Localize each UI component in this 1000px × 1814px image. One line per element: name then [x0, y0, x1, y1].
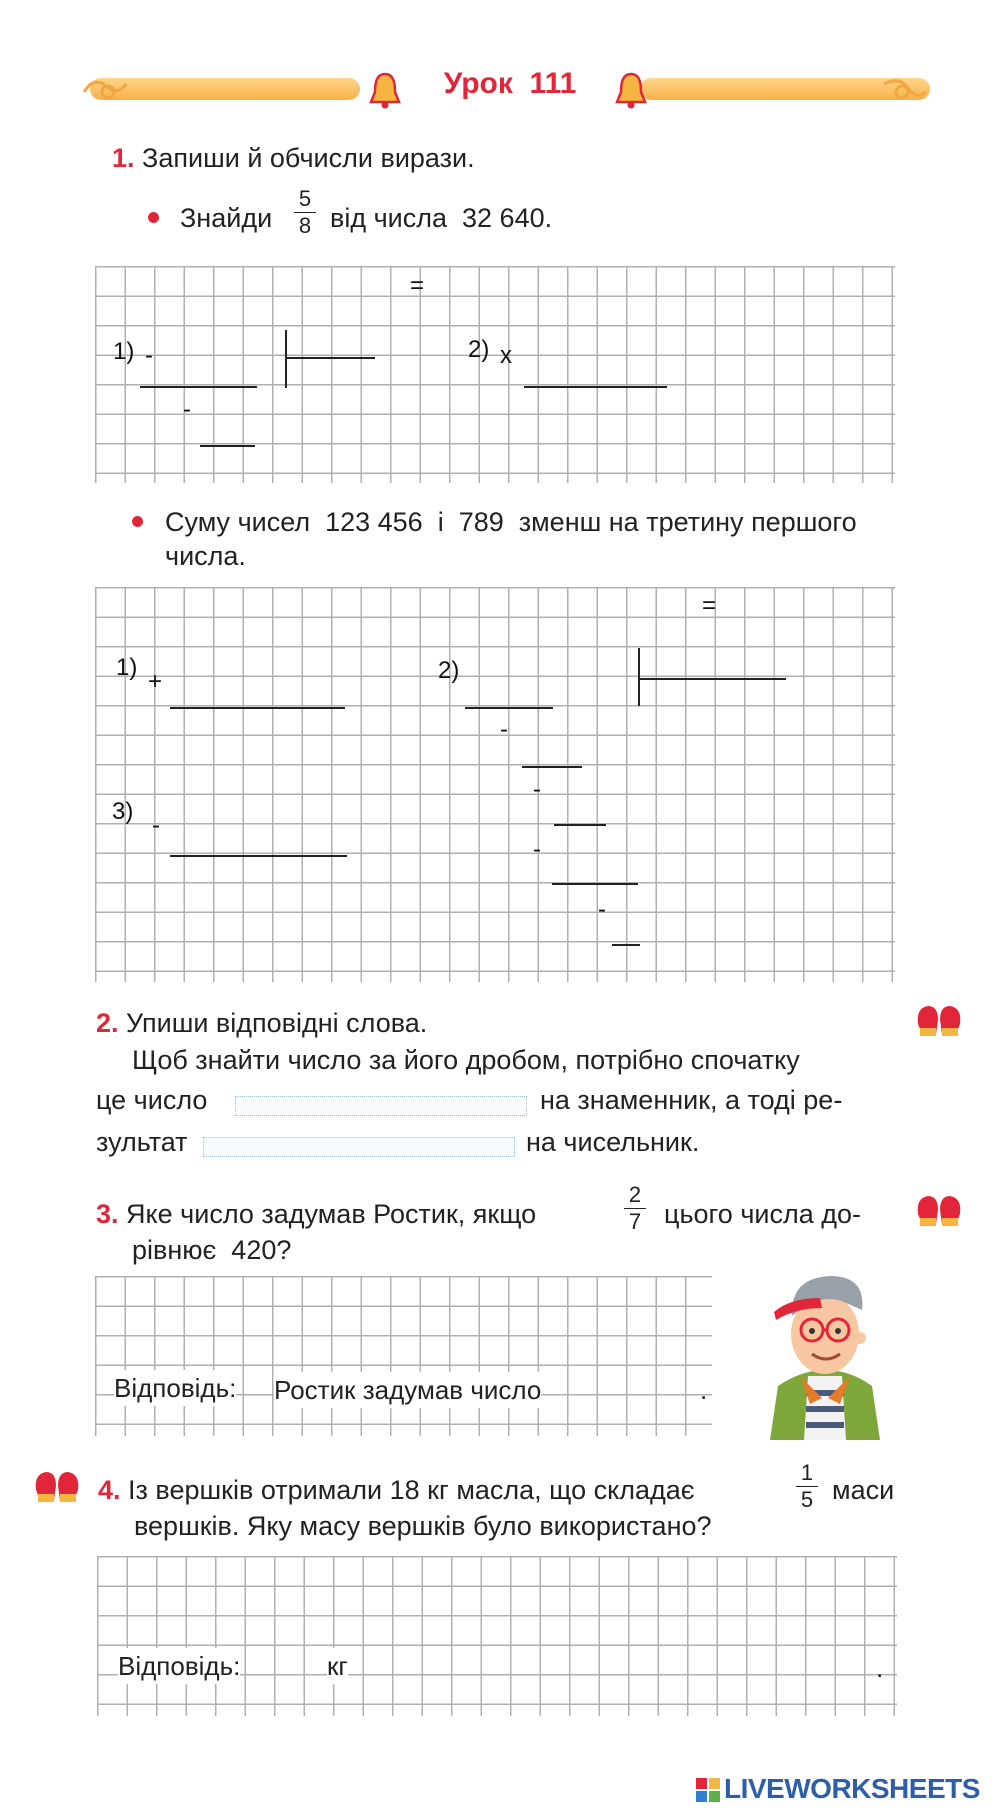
task4-frac-den: 5 — [800, 1487, 814, 1512]
task1-bullet1-post: від числа 32 640. — [330, 203, 553, 233]
task3-line1a — [96, 1196, 536, 1232]
task1-frac-den: 8 — [298, 213, 312, 238]
task3-answer-end: . — [700, 1375, 708, 1405]
grid1-equals: = — [410, 272, 425, 299]
grid1-label-2: 2) — [468, 336, 490, 363]
task4-fraction — [796, 1462, 818, 1511]
grid2-label-3: 3) — [112, 798, 134, 825]
grid2-difference-line — [170, 855, 347, 857]
task3-frac-num: 2 — [628, 1182, 642, 1207]
task2-line3a: зультат — [96, 1127, 188, 1157]
bell-right-icon — [614, 70, 648, 110]
task3-line2: рівнює 420? — [132, 1235, 292, 1265]
grid2-divisor-line — [638, 678, 786, 680]
boy-illustration — [750, 1258, 900, 1440]
grid2-plus: + — [148, 668, 163, 695]
task4-line1a — [98, 1472, 695, 1508]
task1-text: Запиши й обчисли вирази. — [142, 143, 475, 173]
task3-fraction — [624, 1184, 646, 1233]
grid1-multiply-line — [524, 386, 667, 388]
difficulty-mittens-icon — [32, 1466, 82, 1506]
task3-number: 3. — [96, 1199, 119, 1229]
lesson-title: Урок 111 — [443, 67, 577, 100]
task3-frac-den: 7 — [628, 1209, 642, 1234]
swirl-right-icon — [880, 72, 930, 106]
task2-title: Упиши відповідні слова. — [126, 1008, 428, 1038]
grid-task4[interactable] — [97, 1556, 897, 1716]
task1-number: 1. — [112, 143, 135, 173]
task1-fraction — [294, 188, 316, 237]
grid2-label-2: 2) — [438, 657, 460, 684]
grid2-minus-3: - — [533, 836, 541, 863]
task4-line1b: маси — [832, 1475, 895, 1505]
grid2-minus-5: - — [152, 812, 160, 839]
grid2-minus-1: - — [500, 716, 508, 743]
task2-line1: Щоб знайти число за його дробом, потрібно спочатку — [132, 1045, 800, 1075]
difficulty-mittens-icon — [914, 1190, 964, 1230]
task1-frac-num: 5 — [298, 186, 312, 211]
task4-line2: вершків. Яку масу вершків було використано? — [134, 1511, 712, 1541]
grid2-div-line-2 — [522, 766, 582, 768]
swirl-left-icon — [80, 72, 130, 106]
grid2-divisor-vertical — [638, 648, 640, 706]
task2-line2b: на знаменник, а тоді ре- — [540, 1085, 843, 1115]
task1-bullet1-pre: Знайди — [180, 203, 273, 233]
task1-bullet2-line2: числа. — [165, 541, 246, 571]
task4-frac-num: 1 — [800, 1460, 814, 1485]
task2-line2a: це число — [96, 1085, 208, 1115]
task3-answer-label: Відповідь: — [114, 1370, 236, 1406]
bell-left-icon — [368, 70, 402, 110]
grid1-divisor-line — [285, 357, 375, 359]
task2-number: 2. — [96, 1008, 119, 1038]
task3-question: Яке число задумав Ростик, якщо — [126, 1199, 537, 1229]
grid2-div-line-3 — [554, 824, 606, 826]
grid2-div-line-4 — [552, 883, 638, 885]
task1-bullet2-line1: Суму чисел 123 456 і 789 зменш на третину першого — [165, 507, 857, 537]
task3-answer-text: Ростик задумав число — [274, 1372, 541, 1408]
footer-brand[interactable]: LIVEWORKSHEETS — [724, 1773, 980, 1804]
grid1-minus-b: - — [183, 396, 191, 423]
grid2-minus-4: - — [598, 896, 606, 923]
header-band-left — [90, 78, 360, 100]
grid1-division-line-b — [200, 445, 255, 447]
grid1-minus-a: - — [145, 342, 153, 369]
lesson-header — [0, 58, 1000, 118]
task2-heading — [96, 1005, 427, 1041]
task2-blank-2[interactable] — [203, 1137, 515, 1157]
grid2-div-line-1 — [465, 707, 553, 709]
grid2-div-line-5 — [612, 944, 640, 946]
task2-line3b: на чисельник. — [526, 1127, 700, 1157]
difficulty-mittens-icon — [914, 1000, 964, 1040]
task2-blank-1[interactable] — [235, 1096, 527, 1116]
grid-task1a[interactable] — [95, 266, 895, 483]
task4-answer-end: . — [876, 1653, 884, 1683]
grid-task1b[interactable] — [95, 587, 895, 982]
task3-line1b: цього числа до- — [664, 1199, 862, 1229]
grid1-division-line-a — [140, 386, 257, 388]
task4-answer-unit: кг — [327, 1648, 348, 1684]
grid1-label-1: 1) — [113, 338, 135, 365]
grid1-divisor-vertical — [285, 330, 287, 388]
grid2-label-1: 1) — [116, 654, 138, 681]
task1-heading — [112, 140, 475, 176]
grid2-equals: = — [702, 592, 717, 619]
task1-bullet1-dot — [148, 212, 159, 223]
task1-bullet2-dot — [132, 516, 143, 527]
grid2-minus-2: - — [533, 776, 541, 803]
logo-blocks-icon — [696, 1778, 720, 1802]
task4-number: 4. — [98, 1475, 121, 1505]
grid2-sum-line — [170, 707, 345, 709]
task4-answer-label: Відповідь: — [118, 1648, 240, 1684]
task4-question: Із вершків отримали 18 кг масла, що складає — [128, 1475, 695, 1505]
grid-task3[interactable] — [95, 1276, 712, 1436]
grid1-times: x — [500, 342, 512, 369]
